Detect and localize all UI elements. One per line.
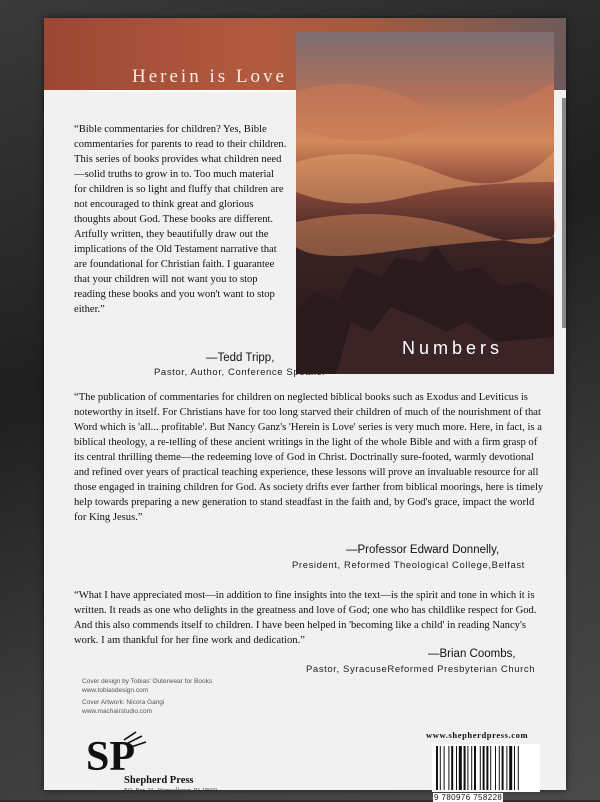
- quote-role-donnelly: President, Reformed Theological College,Belfast: [292, 560, 525, 571]
- book-title: Numbers: [402, 338, 504, 358]
- quote-role-coombs: Pastor, SyracuseReformed Presbyterian Church: [306, 664, 536, 675]
- quote-donnelly: “The publication of commentaries for children on neglected biblical books such as Exodus and Leviticus is noteworthy in itself. For Christians have for too long starved their children of much of the nourishment of that Word which is 'all... profitable'. But Nancy Ganz's 'Herein is Love' series is very much more. Here, in fact, is a biblical theology, a re-telling of these ancient writings in the light of the whole Bible and with a firm grasp of its central thrilling theme—the redeeming love of God in Christ. Doctrinally sure-footed, warmly devotional and refined over years of practical teaching experience, these lessons will prove an invaluable resource for all those engaged in training children for God. As society drifts ever farther from biblical moorings, here is timely help towards preparing a new generation to stand steadfast in the faith and, by God's grace, impact the world for King Jesus.”: [74, 392, 544, 523]
- series-title: Herein is Love: [132, 66, 287, 87]
- publisher-website: www.shepherdpress.com: [426, 730, 529, 740]
- isbn-barcode: [432, 744, 540, 792]
- quote-tripp: “Bible commentaries for children? Yes, Bible commentaries for parents to read to their children. This series of books provides what children need—solid truths to grow in to. Too much material for children is so light and fluffy that children are not encouraged to think great and glorious thoughts about God. These books are different. Artfully written, they beautifully draw out the implications of the Old Testament narrative that are foundational for Christian faith. I guarantee that your children will not want you to stop reading these books and you won't want to stop either.”: [74, 124, 287, 315]
- quote-coombs: “What I have appreciated most—in addition to fine insights into the text—is the spirit and tone in which it is written. It reads as one who delights in the greatness and love of God; one who has childlike respect for God. And this also commends itself to children. I have been helped in 'becoming like a child' in reading Nancy's work. I am thankful for her fine work and dedication.”: [74, 590, 537, 646]
- quote-author-coombs: —Brian Coombs,: [428, 648, 516, 660]
- series-underline: [88, 90, 296, 92]
- publisher-address: P.O. Box 24 · Wapwallopen, PA 18660: [124, 788, 218, 794]
- shepherd-press-logo: [84, 730, 154, 780]
- spine-edge: [562, 98, 566, 328]
- credit-artwork-url: www.machairstudio.com: [82, 707, 153, 715]
- quote-author-tripp: —Tedd Tripp,: [206, 352, 275, 364]
- publisher-name: Shepherd Press: [124, 775, 194, 786]
- credit-artwork: Cover Artwork: Nicora Gangi: [82, 699, 165, 706]
- isbn-number: 9 780976 758228: [434, 793, 503, 802]
- credit-design-url: www.tobiasdesign.com: [82, 686, 149, 694]
- book-back-cover: [44, 18, 566, 802]
- quote-role-tripp: Pastor, Author, Conference Speaker: [154, 367, 326, 378]
- svg-text:SP: SP: [86, 734, 136, 780]
- credit-design: Cover design by Tobias' Outerwear for Books: [82, 678, 213, 685]
- quote-author-donnelly: —Professor Edward Donnelly,: [346, 544, 500, 556]
- cover-credits: [82, 678, 212, 716]
- sunset-cliff-artwork: [296, 32, 554, 374]
